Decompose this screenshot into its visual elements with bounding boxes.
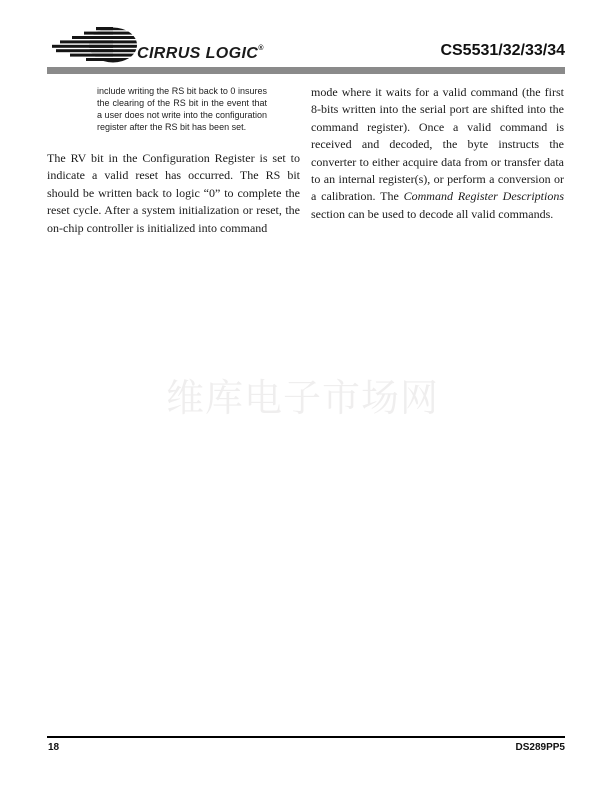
right-paragraph-italic-reference: Command Register Descriptions <box>403 189 565 204</box>
indented-note-paragraph: include writing the RS bit back to 0 insures the clearing of the RS bit in the event that a user does not write into the configuration register after the RS bit has been set. <box>97 86 267 132</box>
logo-text: CIRRUS LOGIC <box>137 45 259 62</box>
watermark-text: 维库电子市场网 <box>166 378 440 420</box>
footer-divider-line <box>47 736 565 738</box>
header-divider-bar <box>47 67 565 74</box>
cirrus-logic-logo-icon <box>50 27 138 64</box>
registered-trademark-symbol: ® <box>258 45 264 52</box>
footer-page-number: 18 <box>48 742 60 753</box>
right-paragraph-text-end: section can be used to decode all valid commands. <box>311 206 554 221</box>
body-columns <box>47 84 565 237</box>
right-body-paragraph <box>311 84 564 223</box>
part-number-title: CS5531/32/33/34 <box>440 42 565 59</box>
right-column <box>311 84 564 237</box>
logo-wordmark <box>137 45 263 63</box>
left-column <box>47 84 300 237</box>
footer-document-number: DS289PP5 <box>515 742 565 753</box>
left-body-paragraph: The RV bit in the Configuration Register is set to indicate a valid reset has occurred. The RS bit should be written back to logic “0” to complete the reset cycle. After a system initialization or reset, the on-chip controller is initialized into command <box>47 151 300 235</box>
right-paragraph-text: mode where it waits for a valid command (the first 8-bits written into the serial port are shifted into the command register). Once a valid command is received and decoded, the byte instructs the converter to either acquire data from or transfer data to an internal register(s), or perform a conversion or a calibration. The <box>311 85 564 204</box>
